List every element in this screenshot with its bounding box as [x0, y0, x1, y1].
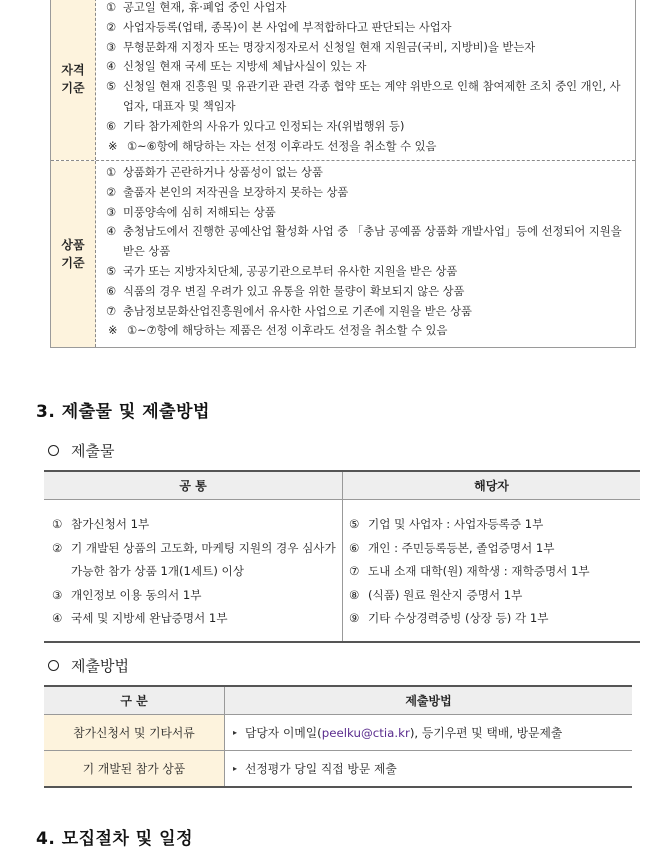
row-category: 기 개발된 참가 상품 — [44, 751, 225, 786]
header-method: 제출방법 — [405, 694, 452, 708]
list-item: ④ 신청일 현재 국세 또는 지방세 체납사실이 있는 자 — [106, 60, 367, 74]
list-item: ③ 미풍양속에 심히 저해되는 상품 — [106, 205, 276, 219]
list-item: ⑥ 개인 : 주민등록등본, 졸업증명서 1부 — [349, 540, 555, 555]
qualification-criteria-label: 자격 기준 — [51, 0, 96, 160]
list-item: ④ 국세 및 지방세 완납증명서 1부 — [52, 611, 228, 626]
section-4-title: 4. 모집절차 및 일정 — [36, 829, 193, 849]
triangle-bullet-icon: ▸ — [233, 728, 238, 737]
list-item: ⑤ 신청일 현재 진흥원 및 유관기관 관련 각종 협약 또는 계약 위반으로 인해 참여제한 조치 중인 개인, 사업자, 대표자 및 책임자 — [106, 80, 621, 113]
table-row — [44, 715, 632, 750]
submissions-table-body — [44, 500, 640, 641]
contact-email[interactable]: peelku@ctia.kr — [321, 725, 410, 740]
header-common: 공 통 — [44, 472, 343, 499]
row-method: ▸ 담당자 이메일( peelku@ctia.kr ), 등기우편 및 택배, 방문제출 — [233, 725, 563, 740]
list-item: ② 기 개발된 상품의 고도화, 마케팅 지원의 경우 심사가 가능한 참가 상품 1개(1세트) 이상 — [52, 540, 336, 579]
triangle-bullet-icon: ▸ — [233, 764, 238, 773]
list-item: ② 출품자 본인의 저작권을 보장하지 못하는 상품 — [106, 185, 349, 199]
section-3-title: 3. 제출물 및 제출방법 — [36, 402, 210, 422]
circle-bullet-icon — [48, 660, 59, 671]
methods-table — [44, 685, 632, 788]
qualification-criteria-row — [51, 0, 635, 160]
list-item: ⑦ 충남정보문화산업진흥원에서 유사한 사업으로 기존에 지원을 받은 상품 — [106, 304, 472, 318]
common-submissions-list — [44, 500, 343, 641]
product-criteria-label: 상품 기준 — [51, 161, 96, 347]
list-item: ④ 충청남도에서 진행한 공예산업 활성화 사업 중 「충남 공예품 상품화 개발사업」등에 선정되어 지원을 받은 상품 — [106, 225, 622, 259]
criteria-table — [50, 0, 636, 348]
header-applicable: 해당자 — [474, 479, 509, 493]
list-item: ⑤ 국가 또는 지방자치단체, 공공기관으로부터 유사한 지원을 받은 상품 — [106, 264, 458, 278]
table-row — [44, 750, 632, 786]
submissions-subtitle: 제출물 — [46, 440, 114, 461]
criteria-note: ※ ①~⑥항에 해당하는 자는 선정 이후라도 선정을 취소할 수 있음 — [108, 139, 437, 153]
list-item: ⑥ 식품의 경우 변질 우려가 있고 유통을 위한 물량이 확보되지 않은 상품 — [106, 284, 465, 298]
submissions-table — [44, 470, 640, 643]
applicable-submissions-list — [343, 500, 640, 641]
methods-subtitle: 제출방법 — [46, 655, 129, 676]
row-category: 참가신청서 및 기타서류 — [44, 715, 225, 750]
product-criteria-list — [96, 161, 635, 347]
list-item: ① 참가신청서 1부 — [52, 517, 150, 531]
list-item: ① 상품화가 곤란하거나 상품성이 없는 상품 — [106, 166, 323, 179]
list-item: ⑥ 기타 참가제한의 사유가 있다고 인정되는 자(위법행위 등) — [106, 119, 405, 133]
qualification-criteria-list — [96, 0, 635, 160]
list-item: ⑤ 기업 및 사업자 : 사업자등록증 1부 — [349, 517, 544, 531]
methods-table-header — [44, 687, 632, 715]
list-item: ③ 개인정보 이용 동의서 1부 — [52, 587, 202, 602]
list-item: ⑧ (식품) 원료 원산지 증명서 1부 — [349, 587, 523, 602]
list-item: ③ 무형문화재 지정자 또는 명장지정자로서 신청일 현재 지원금(국비, 지방비)을 받는자 — [106, 40, 536, 54]
list-item: ① 공고일 현재, 휴·폐업 중인 사업자 — [106, 1, 287, 14]
submissions-table-header — [44, 472, 640, 500]
product-criteria-row — [51, 160, 635, 347]
circle-bullet-icon — [48, 445, 59, 456]
header-category: 구 분 — [44, 687, 225, 714]
row-method: ▸ 선정평가 당일 직접 방문 제출 — [233, 762, 397, 776]
criteria-note: ※ ①~⑦항에 해당하는 제품은 선정 이후라도 선정을 취소할 수 있음 — [108, 324, 448, 338]
list-item: ⑦ 도내 소재 대학(원) 재학생 : 재학증명서 1부 — [349, 564, 590, 579]
list-item: ⑨ 기타 수상경력증빙 (상장 등) 각 1부 — [349, 611, 549, 626]
list-item: ② 사업자등록(업태, 종목)이 본 사업에 부적합하다고 판단되는 사업자 — [106, 20, 452, 34]
